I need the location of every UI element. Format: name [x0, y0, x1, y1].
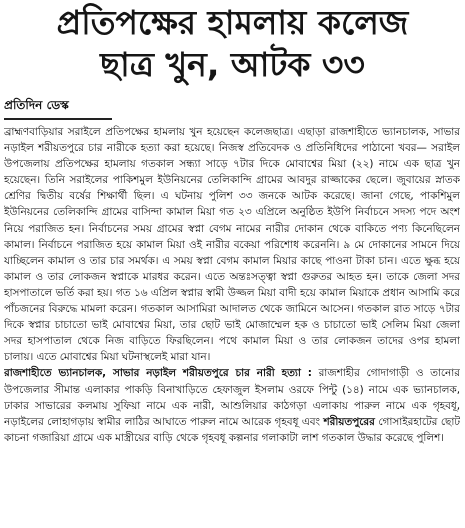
subhead-inline-2: শরীয়তপুরের [323, 415, 375, 428]
subhead-inline: রাজশাহীতে ভ্যানচালক, সাভার নড়াইল শরীয়তপুরে চার নারী হত্যা : [4, 367, 312, 380]
article-body [4, 124, 460, 528]
byline: প্রতিদিন ডেস্ক [4, 98, 69, 112]
headline-line-2: ছাত্র খুন, আটক ৩৩ [100, 45, 365, 84]
paragraph-2-text: রাজশাহীর গোদাগাড়ী ও তানোর উপজেলার সীমান্ত এলাকার পাকড়ি বিনাখাড়িতে হেফাজুল ইসলাম ওরফে পিন্টু (১৪) নামে এক ভ্যানচালক, ঢাকার সাভারের কলমায় সুফিয়া নামে এক নারী, আশুলিয়ার কাঠগড়া এলাকায় পারুল নামে এক গৃহবধূ, নড়াইলের লোহাগড়ায় স্বামীর লাঠির আঘাতে পারুল নামে আরেক গৃহবধূ এবং [4, 367, 460, 428]
byline-underline [4, 118, 112, 120]
article-paragraph-1: ব্রাহ্মণবাড়িয়ার সরাইলে প্রতিপক্ষের হামলায় খুন হয়েছেন কলেজছাত্র। এছাড়া রাজশাহীতে ভ্যানচালক, সাভার নড়াইল শরীয়তপুরে চার নারীকে হত্যা করা হয়েছে। নিজস্ব প্রতিবেদক ও প্রতিনিধিদের পাঠানো খবর— সরাইল উপজেলায় প্রতিপক্ষের হামলায় গতকাল সন্ধ্যা সাড়ে ৭টার দিকে মোবাশ্বের মিয়া (২২) নামে এক ছাত্র খুন হয়েছেন। তিনি সরাইলের পাকিশমুল ইউনিয়নের তেলিকান্দি গ্রামের আবদুর রাজ্জাকের ছেলে। জুবায়ের স্নাতক শ্রেণির দ্বিতীয় বর্ষের শিক্ষার্থী ছিল। এ ঘটনায় পুলিশ ৩৩ জনকে আটক করেছে। জানা গেছে, পাকশিমুল ইউনিয়নের তেলিকান্দি গ্রামের বাসিন্দা কামাল মিয়া গত ২৩ এপ্রিলে অনুষ্ঠিত ইউপি নির্বাচনে সদস্য পদে অংশ নিয়ে পরাজিত হন। নির্বাচনের সময় গ্রামের স্বপ্না বেগম নামের নারীর দোকান থেকে বাকিতে পণ্য কিনেছিলেন কামাল। নির্বাচনে পরাজিত হয়ে কামাল মিয়া ওই নারীর বকেয়া পরিশোধ করেননি। ৯ মে দোকানের সামনে দিয়ে যাচ্ছিলেন কামাল ও তার চার সমর্থক। এ সময় স্বপ্না বেগম কামাল মিয়ার কাছে পাওনা টাকা চান। এতে ক্ষুব্ধ হয়ে কামাল ও তার লোকজন স্বপ্নাকে মারধর করেন। এতে অন্তঃসত্ত্বা স্বপ্না গুরুতর আহত হন। তাকে জেলা সদর হাসপাতালে ভর্তি করা হয়। গত ১৬ এপ্রিল স্বপ্নার স্বামী উজ্জল মিয়া বাদী হয়ে কামাল মিয়াকে প্রধান আসামি করে পাঁচজনের বিরুদ্ধে মামলা করেন। গতকাল আসামিরা আদালত থেকে জামিনে আসেন। গতকাল রাত সাড়ে ৭টার দিকে স্বপ্নার চাচাতো ভাই মোবাশ্বের মিয়া, তার ছোট ভাই মোজাম্মেল হক ও চাচাতো ভাই সেলিম মিয়া জেলা সদর হাসপাতাল থেকে নিজ বাড়িতে ফিরছিলেন। পথে কামাল মিয়া ও তার লোকজন তাদের ওপর হামলা চালায়। এতে মোবাশ্বের মিয়া ঘটনাস্থলেই মারা যান। [4, 126, 460, 364]
headline-line-1: প্রতিপক্ষের হামলায় কলেজ [56, 3, 409, 42]
paragraph-2-tail: গোসাইরহাটের ছোট কাচনা গজারিয়া গ্রামে এক মাস্ত্রীয়ের বাড়ি থেকে গৃহবধূ কল্পনার গলাকাটা লাশ গতকাল উদ্ধার করেছে পুলিশ। [4, 415, 460, 444]
article-paragraph-2 [4, 365, 460, 445]
headline [0, 2, 465, 86]
